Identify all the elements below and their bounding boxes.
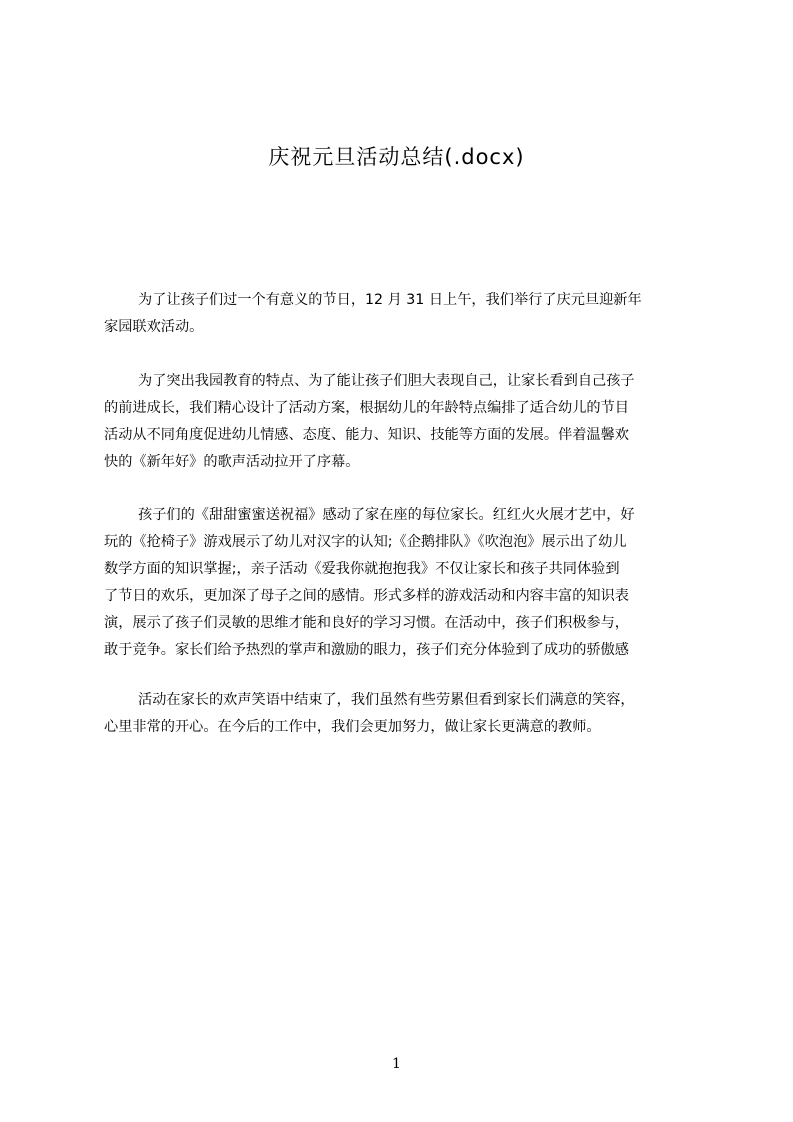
paragraph-line: 孩子们的《甜甜蜜蜜送祝福》感动了家在座的每位家长。红红火火展才艺中，好: [138, 507, 635, 523]
paragraph-line: 活动在家长的欢声笑语中结束了，我们虽然有些劳累但看到家长们满意的笑容，: [138, 692, 635, 708]
paragraph-line: 敢于竞争。家长们给予热烈的掌声和激励的眼力，孩子们充分体验到了成功的骄傲感: [104, 642, 629, 658]
paragraph-line: 了节日的欢乐，更加深了母子之间的感情。形式多样的游戏活动和内容丰富的知识表: [104, 588, 629, 604]
paragraph-line: 玩的《抢椅子》游戏展示了幼儿对汉字的认知;《企鹅排队》《吹泡泡》展示出了幼儿: [104, 534, 627, 550]
paragraph-line: 的前进成长，我们精心设计了活动方案，根据幼儿的年龄特点编排了适合幼儿的节目: [104, 400, 629, 416]
paragraph-line: 为了让孩子们过一个有意义的节日，12 月 31 日上午，我们举行了庆元旦迎新年: [138, 292, 642, 308]
paragraph-line: 活动从不同角度促进幼儿情感、态度、能力、知识、技能等方面的发展。伴着温馨欢: [104, 427, 629, 443]
document-title: 庆祝元旦活动总结(.docx): [268, 145, 525, 169]
paragraph-line: 数学方面的知识掌握;，亲子活动《爱我你就抱抱我》不仅让家长和孩子共同体验到: [104, 561, 620, 577]
page-number: 1: [392, 1056, 401, 1072]
paragraph-line: 为了突出我园教育的特点、为了能让孩子们胆大表现自己，让家长看到自己孩子: [138, 373, 635, 389]
paragraph-3: [104, 502, 696, 664]
paragraph-line: 快的《新年好》的歌声活动拉开了序幕。: [104, 454, 360, 470]
paragraph-line: 演，展示了孩子们灵敏的思维才能和良好的学习习惯。在活动中，孩子们积极参与，: [104, 615, 629, 631]
paragraph-2: [104, 368, 696, 476]
paragraph-4: [104, 687, 696, 741]
paragraph-line: 家园联欢活动。: [104, 319, 204, 335]
paragraph-1: [104, 287, 696, 341]
paragraph-line: 心里非常的开心。在今后的工作中，我们会更加努力，做让家长更满意的教师。: [104, 719, 601, 735]
